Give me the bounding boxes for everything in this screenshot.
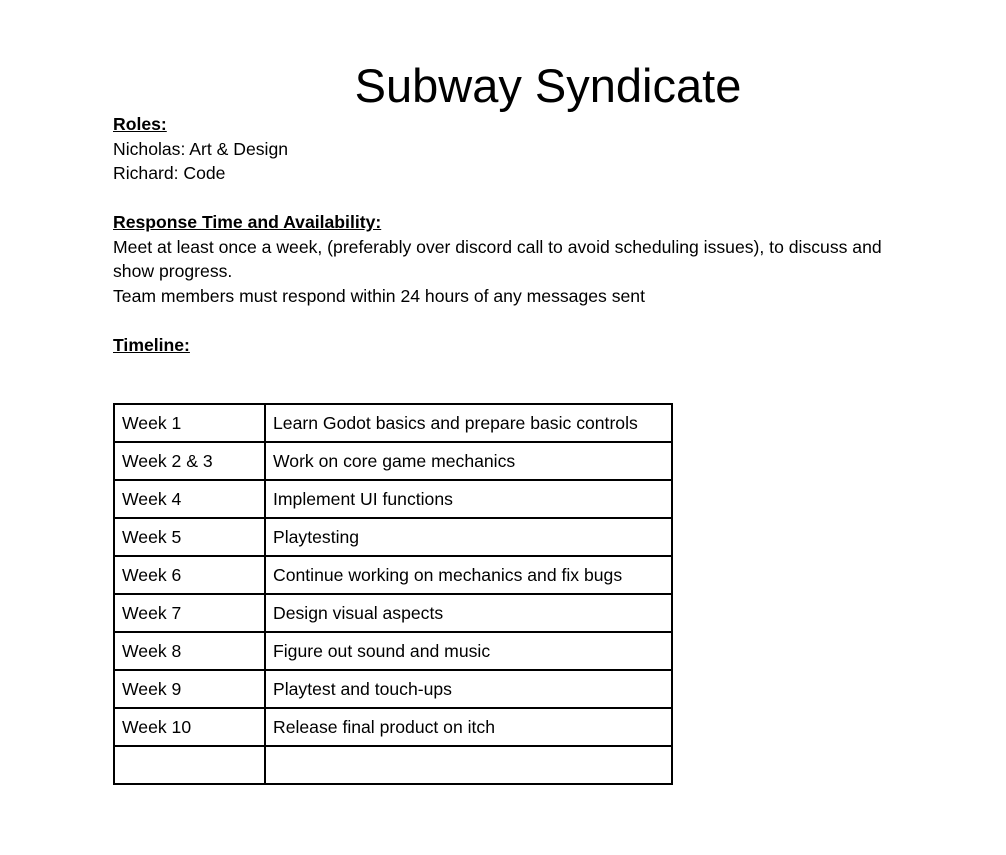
timeline-table: [113, 403, 673, 785]
blank-line: [113, 186, 903, 211]
week-cell: Week 4: [114, 480, 265, 518]
table-row: [114, 708, 672, 746]
role-item: Nicholas: Art & Design: [113, 138, 289, 159]
table-row: [114, 556, 672, 594]
week-cell: Week 1: [114, 404, 265, 442]
table-row: [114, 594, 672, 632]
table-row: [114, 480, 672, 518]
table-row: [114, 442, 672, 480]
week-cell: Week 8: [114, 632, 265, 670]
task-cell: [265, 746, 672, 784]
task-cell: Continue working on mechanics and fix bugs: [265, 556, 672, 594]
table-row: [114, 670, 672, 708]
response-paragraph: Team members must respond within 24 hours of any messages sent: [113, 285, 645, 306]
task-cell: Implement UI functions: [265, 480, 672, 518]
week-cell: Week 2 & 3: [114, 442, 265, 480]
table-row: [114, 518, 672, 556]
table-row: [114, 632, 672, 670]
document-body: [113, 112, 903, 357]
table-row: [114, 746, 672, 784]
timeline-heading: Timeline:: [113, 334, 190, 355]
week-cell: Week 6: [114, 556, 265, 594]
task-cell: Playtest and touch-ups: [265, 670, 672, 708]
response-heading: Response Time and Availability:: [113, 212, 382, 232]
task-cell: Release final product on itch: [265, 708, 672, 746]
document-title: Subway Syndicate: [354, 59, 742, 112]
week-cell: Week 7: [114, 594, 265, 632]
task-cell: Work on core game mechanics: [265, 442, 672, 480]
task-cell: Playtesting: [265, 518, 672, 556]
week-cell: [114, 746, 265, 784]
week-cell: Week 5: [114, 518, 265, 556]
week-cell: Week 9: [114, 670, 265, 708]
roles-heading: Roles:: [113, 114, 167, 134]
week-cell: Week 10: [114, 708, 265, 746]
task-cell: Design visual aspects: [265, 594, 672, 632]
table-row: [114, 404, 672, 442]
role-item: Richard: Code: [113, 163, 226, 183]
blank-line: [113, 308, 903, 333]
response-paragraph: Meet at least once a week, (preferably over discord call to avoid scheduling issues), to discuss and show progress.: [113, 236, 882, 281]
task-cell: Figure out sound and music: [265, 632, 672, 670]
task-cell: Learn Godot basics and prepare basic controls: [265, 404, 672, 442]
